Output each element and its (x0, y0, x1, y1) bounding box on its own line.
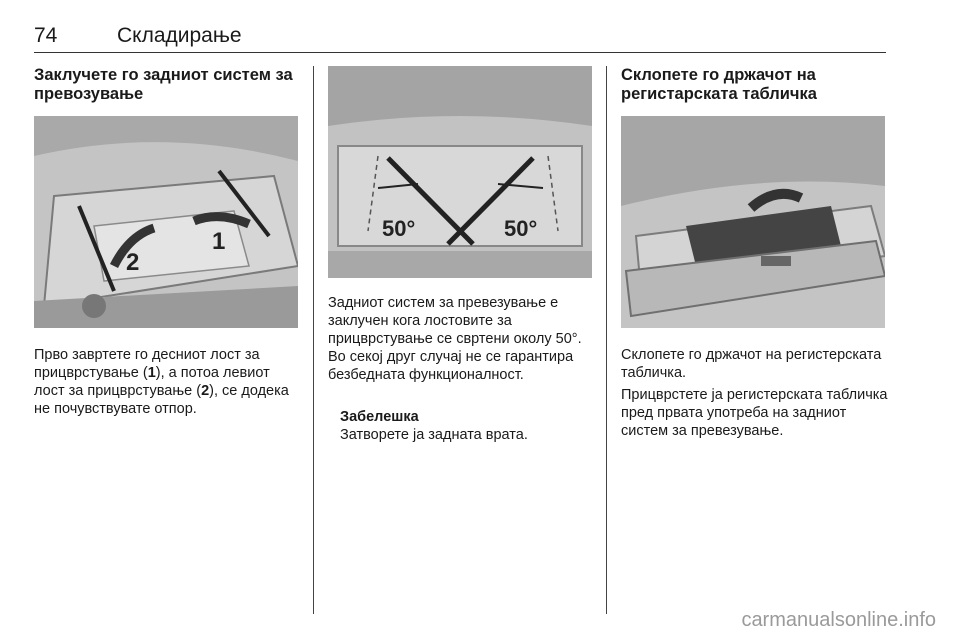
figure-plate-holder-drawing (621, 116, 885, 328)
paragraph-attach-plate: Прицврстете ја регистерската табличка пред првата употреба на задниот систем за превезување. (621, 387, 888, 439)
figure-50-degree-levers (328, 66, 592, 278)
figure-plate-holder (621, 116, 885, 328)
column-divider-2 (606, 66, 607, 614)
lever-ref-1: 1 (147, 365, 156, 381)
column-1 (34, 66, 302, 104)
note-title: Забелешка (340, 409, 419, 425)
angle-label-left: 50° (382, 216, 416, 241)
figure-label-1: 1 (212, 228, 226, 255)
figure-50-degree-drawing (328, 66, 592, 278)
heading-fold-plate-holder: Склопете го држачот на регистарската табличка (621, 66, 817, 103)
heading-lock-rear-carrier: Заклучете го задниот систем за превозување (34, 66, 293, 103)
paragraph-fold-holder: Склопете го држачот на регистерската табличка. (621, 347, 882, 381)
paragraph-50-degree: Задниот систем за превезување е заклучен кога лостовите за прицврстување се свртени околу 50°. Во секој друг случај не се гарантира безбедната функционалност. (328, 295, 582, 383)
column-3 (621, 66, 889, 104)
column-divider-1 (313, 66, 314, 614)
watermark: carmanualsonline.info (741, 609, 936, 631)
paragraph-release-levers: Прво завртете го десниот лост за прицврстување (1), а потоа левиот лост за прицврстување (2), се додека не почувствувате отпор. (34, 347, 289, 417)
lever-ref-2: 2 (201, 383, 210, 399)
angle-label-right: 50° (504, 216, 538, 241)
section-title: Складирање (117, 24, 242, 47)
figure-label-2: 2 (126, 249, 140, 276)
figure-release-levers (34, 116, 298, 328)
figure-release-levers-drawing (34, 116, 298, 328)
header-rule (34, 52, 886, 53)
page-number: 74 (34, 24, 58, 47)
note-text: Затворете ја задната врата. (340, 427, 528, 443)
